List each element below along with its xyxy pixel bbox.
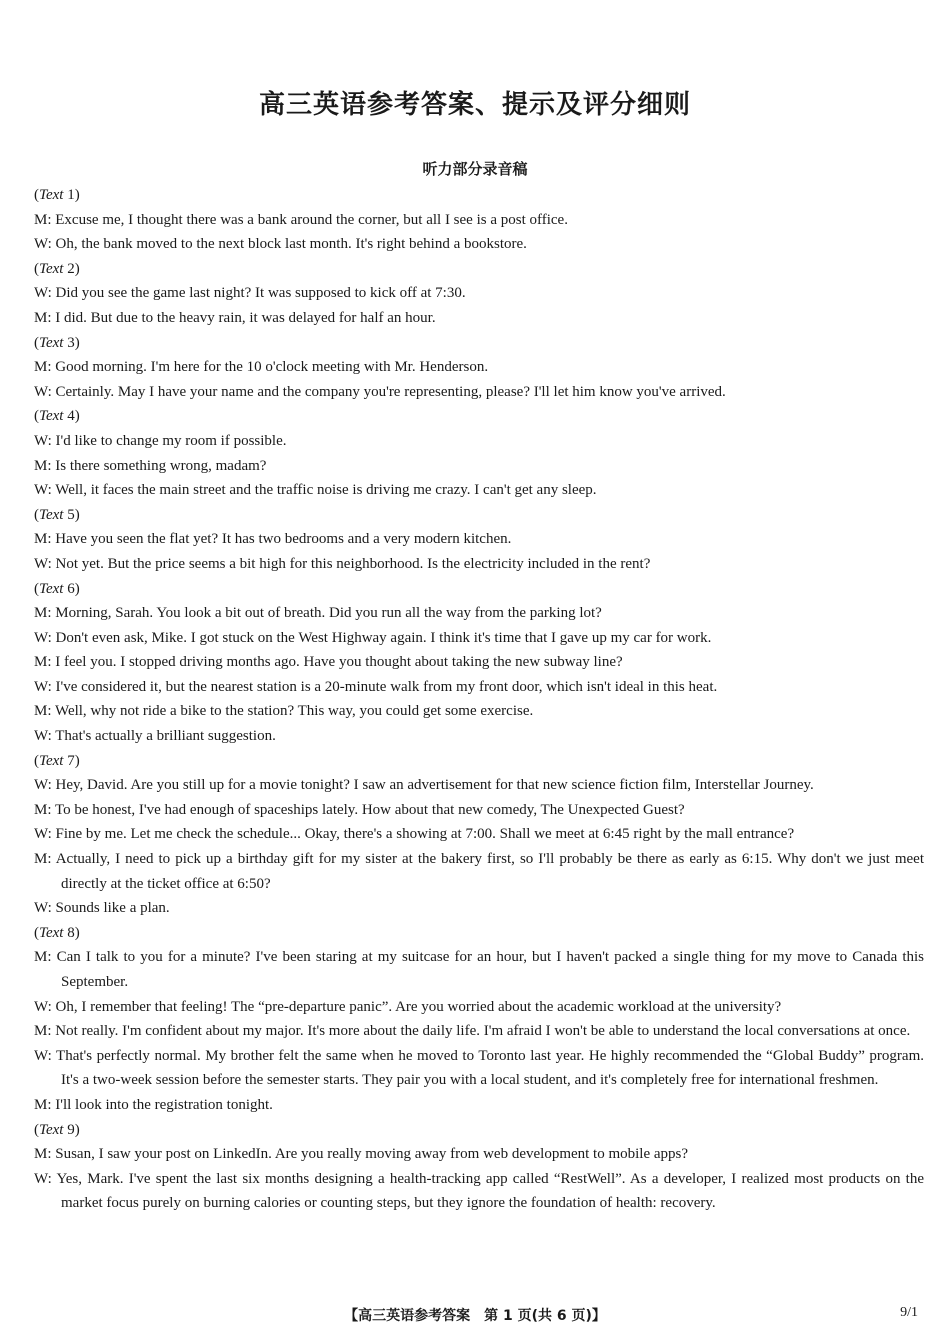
dialogue-line: M: Excuse me, I thought there was a bank around the corner, but all I see is a post office.: [34, 211, 568, 228]
text-heading: [34, 921, 924, 946]
text-heading: [34, 183, 924, 208]
section-subtitle: 听力部分录音稿: [422, 160, 528, 178]
dialogue-line: W: That's perfectly normal. My brother felt the same when he moved to Toronto last year. He highly recommended the “Global Buddy” program. It's a two-week session before the semester starts. They pair you with a local student, and it's completely free for international freshmen.: [34, 1047, 924, 1089]
text-heading-paren: (: [34, 187, 39, 203]
dialogue-line: W: Hey, David. Are you still up for a movie tonight? I saw an advertisement for that new science fiction film, Interstellar Journey.: [34, 777, 814, 794]
dialogue-line: M: Good morning. I'm here for the 10 o'clock meeting with Mr. Henderson.: [34, 359, 489, 376]
dialogue-line: W: Well, it faces the main street and the traffic noise is driving me crazy. I can't get any sleep.: [34, 482, 597, 499]
text-heading-paren: (: [34, 580, 39, 597]
page-footer: 【高三英语参考答案 第 1 页(共 6 页)】: [344, 1308, 606, 1324]
text-heading-number: 4): [63, 408, 80, 425]
text-heading-paren: (: [34, 924, 39, 941]
dialogue-line: M: Susan, I saw your post on LinkedIn. Are you really moving away from web development to mobile apps?: [34, 1146, 689, 1163]
dialogue-line: W: Did you see the game last night? It was supposed to kick off at 7:30.: [34, 285, 466, 302]
text-heading-number: 5): [63, 506, 80, 523]
text-heading: [34, 749, 924, 774]
text-heading-paren: (: [34, 1121, 39, 1138]
text-heading-paren: (: [34, 408, 39, 425]
text-heading: [34, 257, 924, 282]
dialogue-line: W: Oh, the bank moved to the next block last month. It's right behind a bookstore.: [34, 236, 527, 253]
text-heading-label: Text: [39, 408, 64, 425]
text-heading-number: 6): [63, 580, 80, 597]
text-heading-label: Text: [39, 1121, 64, 1138]
text-heading-number: 1): [63, 187, 80, 203]
dialogue-line: M: I feel you. I stopped driving months ago. Have you thought about taking the new subway line?: [34, 654, 623, 671]
dialogue-line: W: Don't even ask, Mike. I got stuck on the West Highway again. I think it's time that I gave up my car for work.: [34, 629, 712, 646]
dialogue-line: W: Not yet. But the price seems a bit high for this neighborhood. Is the electricity included in the rent?: [34, 555, 651, 572]
text-heading-label: Text: [39, 752, 64, 769]
dialogue-line: M: Is there something wrong, madam?: [34, 457, 267, 474]
text-heading: [34, 503, 924, 528]
text-heading-label: Text: [39, 187, 64, 203]
text-heading-paren: (: [34, 752, 39, 769]
text-heading-number: 9): [63, 1121, 80, 1138]
transcript-body: [34, 183, 924, 1216]
text-heading-label: Text: [39, 260, 64, 277]
dialogue-line: M: Have you seen the flat yet? It has two bedrooms and a very modern kitchen.: [34, 531, 512, 548]
text-heading: [34, 1118, 924, 1143]
page-code: 9/1: [900, 1305, 918, 1320]
dialogue-line: M: I'll look into the registration tonight.: [34, 1096, 273, 1113]
text-heading-number: 7): [63, 752, 80, 769]
dialogue-line: W: Oh, I remember that feeling! The “pre-departure panic”. Are you worried about the academic workload at the university?: [34, 998, 782, 1015]
dialogue-line: W: That's actually a brilliant suggestion.: [34, 728, 276, 745]
page-title: 高三英语参考答案、提示及评分细则: [258, 90, 691, 120]
text-heading-number: 8): [63, 924, 80, 941]
text-heading-paren: (: [34, 260, 39, 277]
text-heading: [34, 331, 924, 356]
text-heading: [34, 404, 924, 429]
text-heading-label: Text: [39, 334, 64, 351]
text-heading-paren: (: [34, 506, 39, 523]
text-heading-number: 3): [63, 334, 80, 351]
dialogue-line: M: Can I talk to you for a minute? I've been staring at my suitcase for an hour, but I haven't packed a single thing for my move to Canada this September.: [34, 949, 924, 990]
dialogue-line: W: I'd like to change my room if possible.: [34, 432, 287, 449]
dialogue-line: W: Yes, Mark. I've spent the last six months designing a health-tracking app called “RestWell”. As a developer, I realized most products on the market focus purely on burning calories or counting steps, but they ignore the foundation of health: recovery.: [34, 1170, 924, 1212]
dialogue-line: W: Fine by me. Let me check the schedule... Okay, there's a showing at 7:00. Shall we meet at 6:45 right by the mall entrance?: [34, 826, 795, 843]
dialogue-line: M: Not really. I'm confident about my major. It's more about the daily life. I'm afraid I won't be able to understand the local conversations at once.: [34, 1023, 911, 1040]
dialogue-line: M: I did. But due to the heavy rain, it was delayed for half an hour.: [34, 309, 436, 326]
text-heading-label: Text: [39, 924, 64, 941]
dialogue-line: W: Sounds like a plan.: [34, 900, 170, 917]
dialogue-line: M: Morning, Sarah. You look a bit out of breath. Did you run all the way from the parking lot?: [34, 605, 602, 622]
text-heading: [34, 577, 924, 602]
text-heading-paren: (: [34, 334, 39, 351]
text-heading-label: Text: [39, 506, 64, 523]
text-heading-label: Text: [39, 580, 64, 597]
dialogue-line: W: I've considered it, but the nearest station is a 20-minute walk from my front door, which isn't ideal in this heat.: [34, 678, 718, 695]
dialogue-line: W: Certainly. May I have your name and the company you're representing, please? I'll let him know you've arrived.: [34, 383, 726, 400]
dialogue-line: M: Well, why not ride a bike to the station? This way, you could get some exercise.: [34, 703, 534, 720]
dialogue-line: M: To be honest, I've had enough of spaceships lately. How about that new comedy, The Unexpected Guest?: [34, 801, 685, 818]
text-heading-number: 2): [63, 260, 80, 277]
dialogue-line: M: Actually, I need to pick up a birthday gift for my sister at the bakery first, so I'll probably be there as early as 6:15. Why don't we just meet directly at the ticket office at 6:50?: [34, 851, 924, 892]
